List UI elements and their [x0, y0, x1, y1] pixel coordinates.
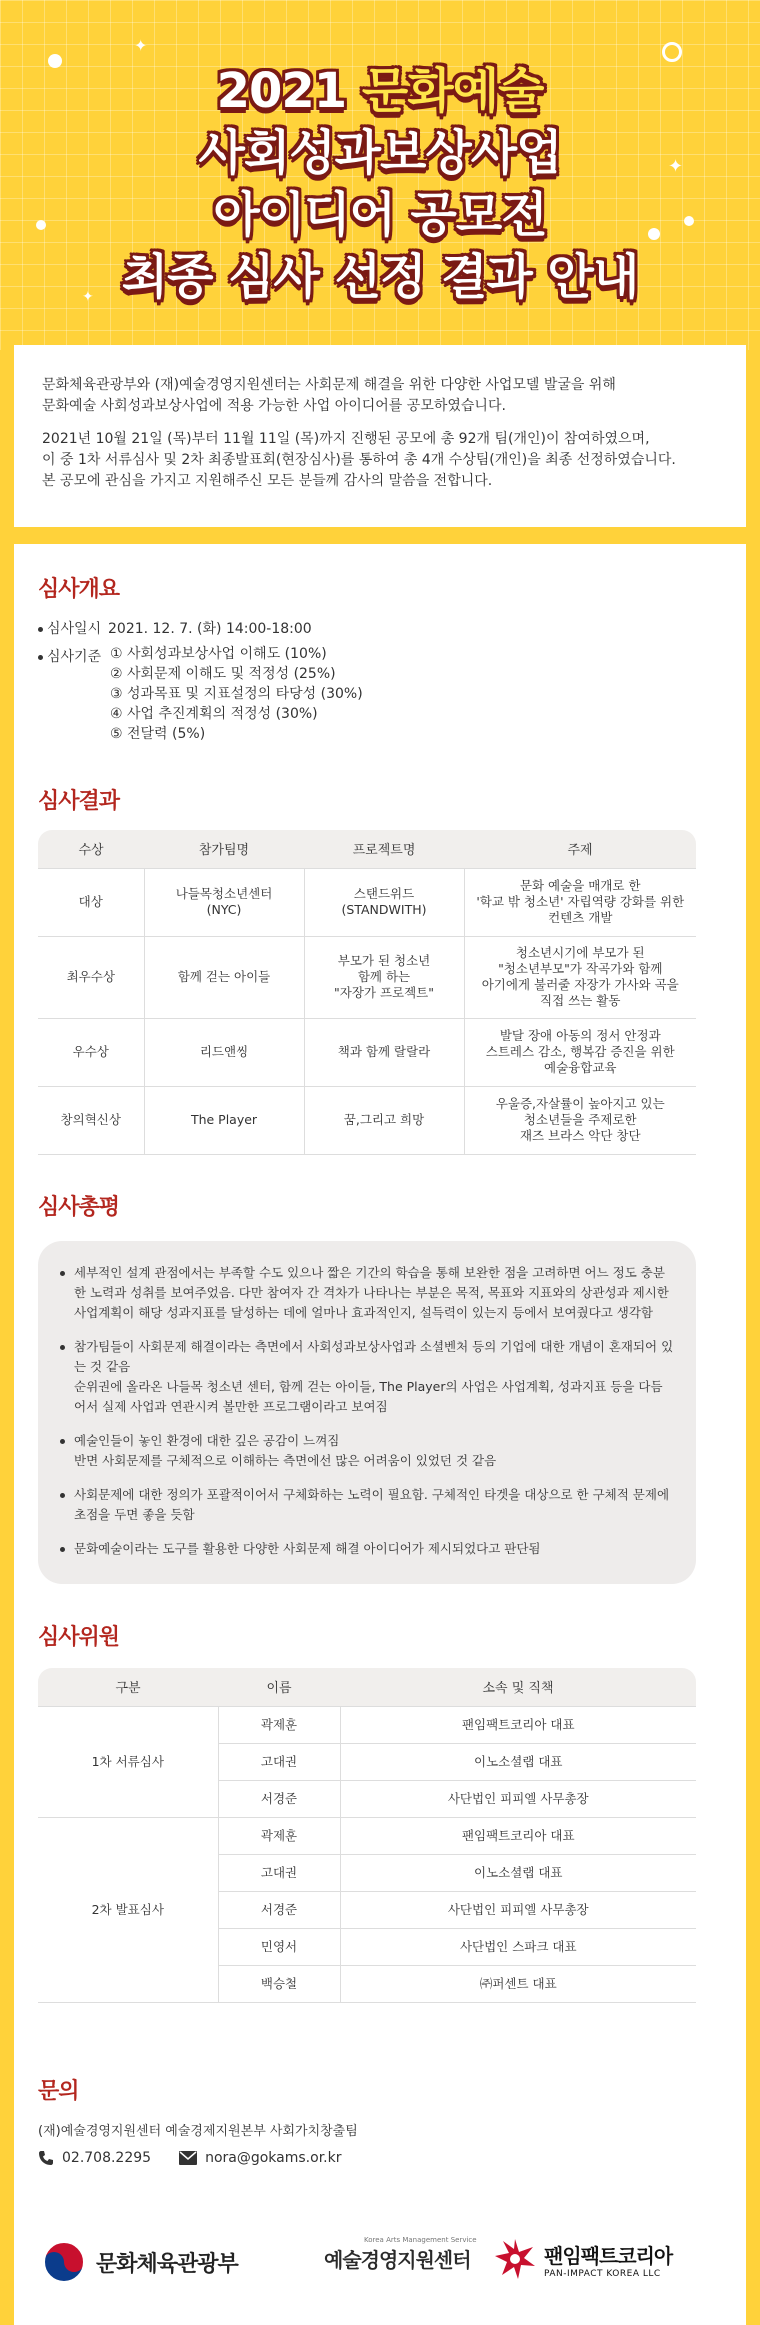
- results-cell-award: 창의혁신상: [38, 1086, 144, 1154]
- results-row: [38, 1018, 696, 1086]
- results-header: 수상: [38, 830, 144, 868]
- contact-info: [38, 2150, 341, 2166]
- contact-title: 문의: [38, 2079, 79, 2104]
- contact-email[interactable]: nora@gokams.or.kr: [205, 2150, 342, 2166]
- main-content: [14, 544, 746, 2325]
- decor-star: ✦: [82, 289, 94, 305]
- decor-star: ✦: [668, 156, 684, 177]
- intro-paragraph-1: 문화체육관광부와 (재)예술경영지원센터는 사회문제 해결을 위한 다양한 사업모델 발굴을 위해 문화예술 사회성과보상사업에 적용 가능한 사업 아이디어를 공모하였습니다.: [42, 377, 616, 414]
- page-title: [0, 60, 760, 308]
- judges-row: [38, 1817, 696, 1854]
- judges-stage: 2차 발표심사: [38, 1817, 218, 2002]
- taegeuk-icon: [42, 2240, 86, 2284]
- results-cell-team: 함께 걷는 아이들: [144, 936, 304, 1018]
- title-year: 2021: [216, 63, 362, 119]
- results-table: [38, 830, 696, 1155]
- criteria-item: ④ 사업 추진계획의 적정성 (30%): [110, 706, 318, 722]
- contact-phone[interactable]: 02.708.2295: [62, 2150, 152, 2166]
- review-item: 문화예술이라는 도구를 활용한 다양한 사회문제 해결 아이디어가 제시되었다고 판단됨: [60, 1539, 674, 1559]
- gokams-logo-text: 예술경영지원센터: [324, 2248, 471, 2272]
- results-cell-team: 리드앤씽: [144, 1018, 304, 1086]
- results-cell-topic: 청소년시기에 부모가 된 "청소년부모"가 작곡가와 함께 아기에게 불러줄 자장가 가사와 곡을 직접 쓰는 활동: [464, 936, 696, 1018]
- results-cell-award: 대상: [38, 868, 144, 936]
- gokams-logo-subtext: Korea Arts Management Service: [364, 2236, 477, 2244]
- decor-star: ✦: [134, 36, 148, 55]
- judges-header: 구분: [38, 1668, 218, 1706]
- judges-title: 심사위원: [38, 1625, 120, 1650]
- footer-logos: [14, 2226, 746, 2296]
- results-cell-project: 꿈,그리고 희망: [304, 1086, 464, 1154]
- results-header: 참가팀명: [144, 830, 304, 868]
- intro-paragraph-2: 2021년 10월 21일 (목)부터 11월 11일 (목)까지 진행된 공모에 총 92개 팀(개인)이 참여하였으며, 이 중 1차 서류심사 및 2차 최종발표회(현장심사)를 통하여 총 4개 수상팀(개인)을 최종 선정하였습니다. 본 공모에 관심을 가지고 지원해주신 모든 분들께 감사의 말씀을 전합니다.: [42, 431, 676, 489]
- judge-name: 고대권: [218, 1854, 340, 1891]
- review-box: [38, 1241, 696, 1584]
- results-cell-team: The Player: [144, 1086, 304, 1154]
- review-item: 참가팀들이 사회문제 해결이라는 측면에서 사회성과보상사업과 소셜벤처 등의 기업에 대한 개념이 혼재되어 있는 것 같음 순위권에 올라온 나들목 청소년 센터, 함께 걷는 아이들, The Player의 사업은 사업계획, 성과지표 등을 다듬어서 실제 사업과 연관시켜 볼만한 프로그램이라고 보여짐: [60, 1337, 674, 1417]
- review-item: 세부적인 설계 관점에서는 부족할 수도 있으나 짧은 기간의 학습을 통해 보완한 점을 고려하면 어느 정도 충분한 노력과 성취를 보여주었음. 다만 참여자 간 격차가 나타나는 부분은 목적, 목표와 지표와의 상관성과 제시한 사업계획이 해당 성과지표를 달성하는 데에 얼마나 효과적인지, 설득력이 있는지 등에서 보여줬다고 생각함: [60, 1263, 674, 1323]
- results-cell-project: 책과 함께 랄랄라: [304, 1018, 464, 1086]
- gokams-logo: [324, 2236, 477, 2273]
- results-cell-topic: 문화 예술을 매개로 한 '학교 밖 청소년' 자립역량 강화를 위한 컨텐츠 개발: [464, 868, 696, 936]
- results-header: 프로젝트명: [304, 830, 464, 868]
- judge-org: 이노소셜랩 대표: [340, 1854, 696, 1891]
- title-line-3: 아이디어 공모전: [213, 187, 547, 243]
- overview-criteria-label: 심사기준: [38, 646, 108, 666]
- decor-ring: [662, 42, 682, 62]
- panimpact-logo-subtext: PAN-IMPACT KOREA LLC: [544, 2268, 661, 2279]
- judges-table: [38, 1668, 696, 2003]
- review-item: 예술인들이 놓인 환경에 대한 깊은 공감이 느껴짐 반면 사회문제를 구체적으로 이해하는 측면에선 많은 어려움이 있었던 것 같음: [60, 1431, 674, 1471]
- criteria-item: ① 사회성과보상사업 이해도 (10%): [110, 646, 327, 662]
- judges-header: 이름: [218, 1668, 340, 1706]
- results-cell-award: 우수상: [38, 1018, 144, 1086]
- hero-banner: [0, 0, 760, 350]
- contact-org: (재)예술경영지원센터 예술경제지원본부 사회가치창출팀: [38, 2124, 358, 2139]
- review-item: 사회문제에 대한 정의가 포괄적이어서 구체화하는 노력이 필요함. 구체적인 타겟을 대상으로 한 구체적 문제에 초점을 두면 좋을 듯함: [60, 1485, 674, 1525]
- criteria-item: ② 사회문제 이해도 및 적정성 (25%): [110, 666, 336, 682]
- results-cell-topic: 발달 장애 아동의 정서 안정과 스트레스 감소, 행복감 증진을 위한 예술융합교육: [464, 1018, 696, 1086]
- title-accent: 문화예술: [361, 63, 544, 119]
- results-cell-award: 최우수상: [38, 936, 144, 1018]
- overview-title: 심사개요: [38, 577, 120, 602]
- judges-row: [38, 1706, 696, 1743]
- panimpact-logo-text: 팬임팩트코리아: [544, 2243, 673, 2268]
- judge-name: 곽제훈: [218, 1706, 340, 1743]
- overview-date: [38, 618, 312, 638]
- judge-org: ㈜퍼센트 대표: [340, 1965, 696, 2002]
- results-row: [38, 868, 696, 936]
- judge-org: 사단법인 피피엘 사무총장: [340, 1891, 696, 1928]
- results-cell-project: 스탠드위드 (STANDWITH): [304, 868, 464, 936]
- mcst-logo-text: 문화체육관광부: [96, 2251, 238, 2277]
- panimpact-star-icon: [494, 2238, 536, 2280]
- phone-icon: [38, 2150, 54, 2166]
- judges-stage: 1차 서류심사: [38, 1706, 218, 1817]
- judges-header: 소속 및 직책: [340, 1668, 696, 1706]
- results-row: [38, 1086, 696, 1154]
- criteria-list: [110, 644, 363, 744]
- judge-org: 사단법인 스파크 대표: [340, 1928, 696, 1965]
- review-title: 심사총평: [38, 1195, 120, 1220]
- judge-name: 서경준: [218, 1780, 340, 1817]
- results-row: [38, 936, 696, 1018]
- results-cell-topic: 우울증,자살률이 높아지고 있는 청소년들을 주제로한 재즈 브라스 악단 창단: [464, 1086, 696, 1154]
- judge-name: 고대권: [218, 1743, 340, 1780]
- criteria-item: ③ 성과목표 및 지표설정의 타당성 (30%): [110, 686, 363, 702]
- mcst-logo: [42, 2240, 238, 2284]
- results-cell-project: 부모가 된 청소년 함께 하는 "자장가 프로젝트": [304, 936, 464, 1018]
- title-line-2: 사회성과보상사업: [198, 125, 562, 181]
- judge-org: 사단법인 피피엘 사무총장: [340, 1780, 696, 1817]
- panimpact-logo: [494, 2238, 672, 2280]
- results-title: 심사결과: [38, 789, 120, 814]
- criteria-item: ⑤ 전달력 (5%): [110, 726, 206, 742]
- judge-org: 팬임팩트코리아 대표: [340, 1706, 696, 1743]
- date-value: 2021. 12. 7. (화) 14:00-18:00: [108, 621, 312, 637]
- judge-org: 이노소셜랩 대표: [340, 1743, 696, 1780]
- judge-org: 팬임팩트코리아 대표: [340, 1817, 696, 1854]
- results-cell-team: 나들목청소년센터 (NYC): [144, 868, 304, 936]
- judge-name: 서경준: [218, 1891, 340, 1928]
- judge-name: 곽제훈: [218, 1817, 340, 1854]
- intro-box: [14, 345, 746, 527]
- results-header: 주제: [464, 830, 696, 868]
- mail-icon: [179, 2151, 197, 2165]
- judge-name: 민영서: [218, 1928, 340, 1965]
- title-line-4: 최종 심사 선정 결과 안내: [121, 249, 639, 305]
- date-label: 심사일시: [47, 621, 102, 637]
- judge-name: 백승철: [218, 1965, 340, 2002]
